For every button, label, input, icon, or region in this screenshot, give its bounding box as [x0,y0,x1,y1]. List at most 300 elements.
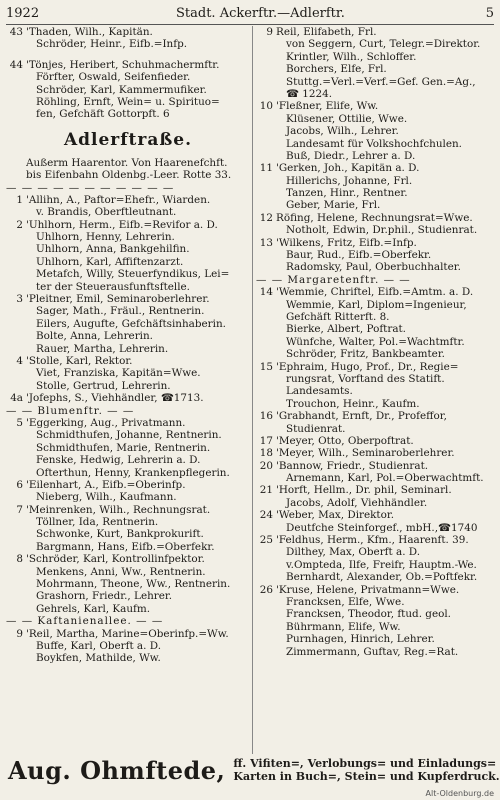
directory-entry [6,305,250,317]
directory-entry [256,509,496,521]
resident-text: 'Grabhandt, Ernft, Dr., Profeffor, [276,410,447,423]
house-number [256,175,276,187]
resident-text: 'Ephraim, Hugo, Prof., Dr., Regie= [276,360,459,373]
resident-text: fen, Gefchäft Gottorpft. 6 [36,108,170,121]
resident-text: Metafch, Willy, Steuerfyndikus, Lei= [36,268,230,281]
directory-entry [256,261,496,273]
directory-entry [6,219,250,231]
house-number: 8 [16,553,23,566]
directory-entry [6,38,250,50]
house-number [256,596,276,608]
resident-text: Wemmie, Karl, Diplom=Ingenieur, [286,298,467,311]
directory-entry [256,571,496,583]
house-number [6,442,26,454]
resident-text: Wünfche, Walter, Pol.=Wachtmftr. [286,335,465,348]
house-number [256,423,276,435]
house-number: 20 [259,459,273,472]
resident-text: 'Gerken, Joh., Kapitän a. D. [276,162,420,175]
house-number [256,546,276,558]
header-rule [6,24,494,25]
house-number [6,84,26,96]
resident-text: Grashorn, Friedr., Lehrer. [36,590,173,603]
resident-text: 'Kruse, Helene, Privatmann=Wwe. [276,583,460,596]
house-number [256,608,276,620]
directory-entry [256,546,496,558]
resident-text: 'Uhlhorn, Herm., Eifb.=Revifor a. D. [26,218,218,231]
directory-entry [256,584,496,596]
house-number [256,398,276,410]
directory-entry [256,286,496,298]
house-number [6,467,26,479]
directory-entry [6,268,250,280]
resident-text: Uhlhorn, Anna, Bankgehilfin. [36,243,190,256]
house-number: 9 [266,26,273,38]
resident-text: Außerm Haarentor. Von Haarenefchft. [26,156,228,169]
advertiser-name: Aug. Ohmftede, [8,755,226,785]
house-number: 11 [259,162,273,175]
resident-text: Uhlhorn, Karl, Affiftenzarzt. [36,255,184,268]
resident-text: Purnhagen, Hinrich, Lehrer. [286,633,435,646]
house-number: 16 [259,410,273,423]
house-number [256,311,276,323]
resident-text: 'Reil, Martha, Marine=Oberinfp.=Ww. [26,627,229,640]
directory-entry [6,380,250,392]
house-number [256,646,276,658]
house-number: 43 [9,26,23,38]
house-number [256,187,276,199]
directory-entry [256,100,496,112]
house-number [6,243,26,255]
directory-entry [256,646,496,658]
directory-entry [256,423,496,435]
house-number: 3 [16,293,23,306]
directory-entry [256,323,496,335]
directory-entry [256,596,496,608]
directory-entry [256,633,496,645]
source-credit: Alt-Oldenburg.de [425,789,494,798]
directory-entry [256,125,496,137]
directory-entry [256,212,496,224]
advertisement [8,754,500,786]
house-number [256,51,276,63]
directory-entry [6,157,250,169]
resident-text: bis Eifenbahn Oldenbg.-Leer. Rotte 33. [26,169,232,182]
resident-text: Rauer, Martha, Lehrerin. [36,342,169,355]
directory-entry [6,281,250,293]
resident-text: Schmidthufen, Johanne, Rentnerin. [36,429,222,442]
house-number: 24 [259,509,273,522]
directory-entry [256,63,496,75]
resident-text: Jacobs, Adolf, Viehhändler. [286,496,428,509]
resident-text: 'Horft, Hellm., Dr. phil, Seminarl. [276,484,452,497]
resident-text: Förfter, Oswald, Seifenfieder. [36,71,191,84]
right-column [256,26,496,658]
directory-entry [6,429,250,441]
house-number [256,299,276,311]
house-number [6,281,26,293]
advertisement-text [233,757,499,783]
directory-entry [6,256,250,268]
resident-text: Bierke, Albert, Poftrat. [286,323,406,336]
house-number: 6 [16,478,23,491]
house-number: 12 [259,211,273,224]
resident-text: Eilers, Augufte, Gefchäftsinhaberin. [36,317,226,330]
house-number: 9 [16,627,23,640]
resident-text: Krintler, Wilh., Schloffer. [286,50,417,63]
house-number [6,38,26,50]
directory-entry [6,355,250,367]
resident-text: 'Eilenhart, A., Eifb.=Oberinfp. [26,478,186,491]
house-number: 13 [259,236,273,249]
directory-entry [6,293,250,305]
directory-entry [6,504,250,516]
directory-entry [6,652,250,664]
house-number [256,571,276,583]
resident-text: Radomsky, Paul, Oberbuchhalter. [286,261,461,274]
resident-text: von Seggern, Curt, Telegr.=Direktor. [286,38,481,51]
directory-entry [6,566,250,578]
resident-text: Schröder, Fritz, Bankbeamter. [286,348,445,361]
resident-text: Buß, Diedr., Lehrer a. D. [286,149,416,162]
directory-entry [6,318,250,330]
resident-text: Röhling, Ernft, Wein= u. Spirituo= [36,95,220,108]
house-number [6,268,26,280]
house-number [6,603,26,615]
house-number [256,385,276,397]
house-number: 4a [10,392,23,405]
directory-entry [256,447,496,459]
directory-entry [256,38,496,50]
resident-text: Menkens, Anni, Ww., Rentnerin. [36,565,206,578]
directory-entry [256,608,496,620]
resident-text: Landesamts. [286,385,353,398]
directory-entry [256,26,496,38]
directory-entry [256,249,496,261]
house-number [6,231,26,243]
directory-entry [6,367,250,379]
house-number [6,206,26,218]
resident-text: Sager, Math., Fräul., Rentnerin. [36,305,205,318]
house-number [6,491,26,503]
directory-entry [256,336,496,348]
resident-text: Stolle, Gertrud, Lehrerin. [36,379,171,392]
house-number [256,150,276,162]
house-number [256,621,276,633]
directory-entry [256,484,496,496]
resident-text: 'Schröder, Karl, Kontrollinfpektor. [26,553,205,566]
directory-entry [6,26,250,38]
directory-entry [256,435,496,447]
resident-text: Landesamt für Volkshochfchulen. [286,137,462,150]
resident-text: Gehrels, Karl, Kaufm. [36,602,151,615]
house-number [6,71,26,83]
house-number [256,76,276,88]
directory-entry [6,343,250,355]
directory-entry [6,479,250,491]
resident-text: Baur, Rud., Eifb.=Oberfekr. [286,249,432,262]
resident-text: 'Thaden, Wilh., Kapitän. [26,26,153,38]
directory-entry [6,71,250,83]
resident-text: 'Weber, Max, Direktor. [276,509,394,522]
house-number [256,88,276,100]
house-number [6,96,26,108]
house-number [6,516,26,528]
resident-text: 'Tönjes, Heribert, Schuhmachermftr. [26,58,220,71]
resident-text: Hillerichs, Johanne, Frl. [286,174,413,187]
resident-text: Reil, Elifabeth, Frl. [276,26,377,38]
directory-entry [6,590,250,602]
directory-entry [256,472,496,484]
resident-text: Trouchon, Heinr., Kaufm. [286,397,420,410]
house-number [6,169,26,181]
resident-text: Zimmermann, Guftav, Reg.=Rat. [286,645,459,658]
house-number [6,330,26,342]
directory-entry [256,88,496,100]
house-number: 4 [16,354,23,367]
house-number [256,138,276,150]
house-number [256,113,276,125]
directory-entry [256,51,496,63]
resident-text: Gefchäft Ritterft. 8. [286,310,390,323]
resident-text: 'Fleßner, Elife, Ww. [276,100,379,113]
directory-entry [256,237,496,249]
house-number [256,249,276,261]
resident-text: Nieberg, Wilh., Kaufmann. [36,491,177,504]
house-number: 1 [16,193,23,206]
resident-text: Schmidthufen, Marie, Rentnerin. [36,441,211,454]
directory-entry [6,59,250,71]
house-number [6,380,26,392]
resident-text: Jacobs, Wilh., Lehrer. [286,125,399,138]
house-number [6,318,26,330]
house-number [256,261,276,273]
directory-entry [256,534,496,546]
resident-text: Tanzen, Hinr., Rentner. [286,187,408,200]
directory-entry [6,442,250,454]
directory-entry [256,175,496,187]
advertisement-line: ff. Vifiten=, Verlobungs= und Einladungs= [233,757,497,770]
resident-text: Viet, Franziska, Kapitän=Wwe. [36,367,201,380]
resident-text: Klüsener, Ottilie, Wwe. [286,112,408,125]
house-number [256,323,276,335]
resident-text: Francksen, Theodor, ftud. geol. [286,608,451,621]
resident-text: Stuttg.=Verl.=Verf.=Gef. Gen.=Ag., [286,75,476,88]
resident-text: 'Feldhus, Herm., Kfm., Haarenft. 39. [276,534,469,547]
resident-text: 'Allihn, A., Paftor=Ehefr., Wiarden. [26,193,211,206]
resident-text: Borchers, Elfe, Frl. [286,63,387,76]
advertisement-line: Karten in Buch=, Stein= und Kupferdruck. [233,770,500,783]
house-number [6,578,26,590]
resident-text: 'Bannow, Friedr., Studienrat. [276,459,429,472]
directory-entry [256,150,496,162]
directory-entry [6,628,250,640]
house-number: 14 [259,286,273,299]
house-number: 15 [259,360,273,373]
house-number [6,256,26,268]
directory-entry [6,417,250,429]
resident-text: Mohrmann, Theone, Ww., Rentnerin. [36,578,231,591]
house-number: 18 [259,447,273,460]
resident-text: Studienrat. [286,422,346,435]
directory-entry [256,113,496,125]
resident-text: rungsrat, Vorftand des Statift. [286,372,445,385]
house-number [6,528,26,540]
house-number [6,652,26,664]
directory-entry [6,169,250,181]
directory-entry [256,559,496,571]
directory-entry [256,187,496,199]
spacer [6,51,250,59]
resident-text: Bernhardt, Alexander, Ob.=Poftfekr. [286,571,478,584]
directory-entry [6,516,250,528]
directory-entry [256,385,496,397]
directory-entry [256,162,496,174]
resident-text: Bargmann, Hans, Eifb.=Oberfekr. [36,540,215,553]
house-number [6,590,26,602]
directory-entry [256,410,496,422]
directory-entry [256,497,496,509]
directory-entry [256,460,496,472]
house-number [256,348,276,360]
left-column [6,26,250,665]
resident-text: 'Eggerking, Aug., Privatmann. [26,416,186,429]
directory-entry [6,243,250,255]
resident-text: ☎ 1224. [286,87,332,100]
house-number [256,522,276,534]
house-number: 10 [259,100,273,113]
header-title: Stadt. Ackerftr.—Adlerftr. [176,6,345,21]
directory-entry [6,578,250,590]
resident-text: 'Meyer, Otto, Oberpoftrat. [276,434,414,447]
resident-text: Dilthey, Max, Oberft a. D. [286,546,421,559]
column-divider [252,26,253,754]
directory-entry [256,361,496,373]
directory-entry [6,194,250,206]
directory-entry [256,199,496,211]
directory-entry [256,522,496,534]
resident-text: 'Pleitner, Emil, Seminaroberlehrer. [26,293,210,306]
house-number [256,38,276,50]
resident-text: Arnemann, Karl, Pol.=Oberwachtmft. [286,472,484,485]
directory-entry [256,224,496,236]
directory-entry [6,454,250,466]
resident-text: Francksen, Elfe, Wwe. [286,595,405,608]
resident-text: Röfing, Helene, Rechnungsrat=Wwe. [276,211,473,224]
directory-entry [6,553,250,565]
house-number [6,108,26,120]
resident-text: Boykfen, Mathilde, Ww. [36,652,161,665]
directory-entry [256,311,496,323]
house-number: 25 [259,534,273,547]
directory-entry [6,603,250,615]
house-number [6,367,26,379]
directory-entry [6,96,250,108]
directory-entry [256,373,496,385]
directory-entry [6,108,250,120]
house-number: 21 [259,484,273,497]
resident-text: Schröder, Heinr., Eifb.=Infp. [36,38,188,51]
house-number [6,429,26,441]
resident-text: v. Brandis, Oberftleutnant. [36,206,177,219]
resident-text: 'Stolle, Karl, Rektor. [26,354,133,367]
resident-text: 'Meyer, Wilh., Seminaroberlehrer. [276,447,455,460]
directory-entry [6,491,250,503]
cross-street-marker: — — Blumenftr. — — [6,404,135,417]
directory-entry [6,330,250,342]
resident-text: Fenske, Hedwig, Lehrerin a. D. [36,454,201,467]
directory-entry [256,299,496,311]
cross-street-marker: — — — — — — — — — — — [6,181,175,194]
house-number [256,472,276,484]
resident-text: Notholt, Edwin, Dr.phil., Studienrat. [286,224,478,237]
resident-text: Deutfche Steinforgef., mbH.,☎1740 [286,521,478,534]
house-number: 17 [259,434,273,447]
house-number: 44 [9,58,23,71]
resident-text: Bührmann, Elife, Ww. [286,620,401,633]
resident-text: Schröder, Karl, Kammermufiker. [36,83,207,96]
house-number [256,224,276,236]
header-page-number: 5 [485,6,494,21]
house-number: 5 [16,416,23,429]
directory-entry [6,467,250,479]
directory-entry [6,206,250,218]
directory-entry [256,398,496,410]
resident-text: ter der Steuerausfunftsftelle. [36,280,190,293]
resident-text: 'Meinrenken, Wilh., Rechnungsrat. [26,503,211,516]
house-number [256,373,276,385]
house-number [256,633,276,645]
house-number [256,497,276,509]
house-number [6,305,26,317]
cross-street-marker: — — Margaretenftr. — — [256,273,411,286]
resident-text: Töllner, Ida, Rentnerin. [36,516,159,529]
directory-entry [6,528,250,540]
house-number [256,125,276,137]
resident-text: v.Ompteda, Ilfe, Freifr, Hauptm.-We. [286,558,477,571]
house-number [6,343,26,355]
cross-street-marker: — — Kaftanienallee. — — [6,615,164,628]
resident-text: 'Wilkens, Fritz, Eifb.=Infp. [276,236,417,249]
directory-entry [6,231,250,243]
house-number [6,157,26,169]
resident-text: Uhlhorn, Henny, Lehrerin. [36,231,175,244]
header-year: 1922 [6,6,40,21]
directory-entry [6,541,250,553]
resident-text: Schwonke, Kurt, Bankprokurift. [36,528,204,541]
house-number: 26 [259,583,273,596]
house-number: 7 [16,503,23,516]
directory-entry [6,84,250,96]
house-number [256,199,276,211]
page-header [6,6,494,22]
house-number [256,559,276,571]
resident-text: Ofterthun, Henny, Krankenpflegerin. [36,466,230,479]
house-number [6,454,26,466]
house-number [6,566,26,578]
directory-entry [256,76,496,88]
directory-entry [256,621,496,633]
street-heading: Adlerftraße. [63,129,193,150]
directory-entry [256,348,496,360]
directory-entry [6,640,250,652]
directory-entry [6,392,250,404]
resident-text: 'Jofephs, S., Viehhändler, ☎1713. [26,392,204,405]
directory-entry [256,138,496,150]
house-number [6,640,26,652]
house-number [6,541,26,553]
resident-text: Buffe, Karl, Oberft a. D. [36,639,161,652]
resident-text: Geber, Marie, Frl. [286,199,381,212]
